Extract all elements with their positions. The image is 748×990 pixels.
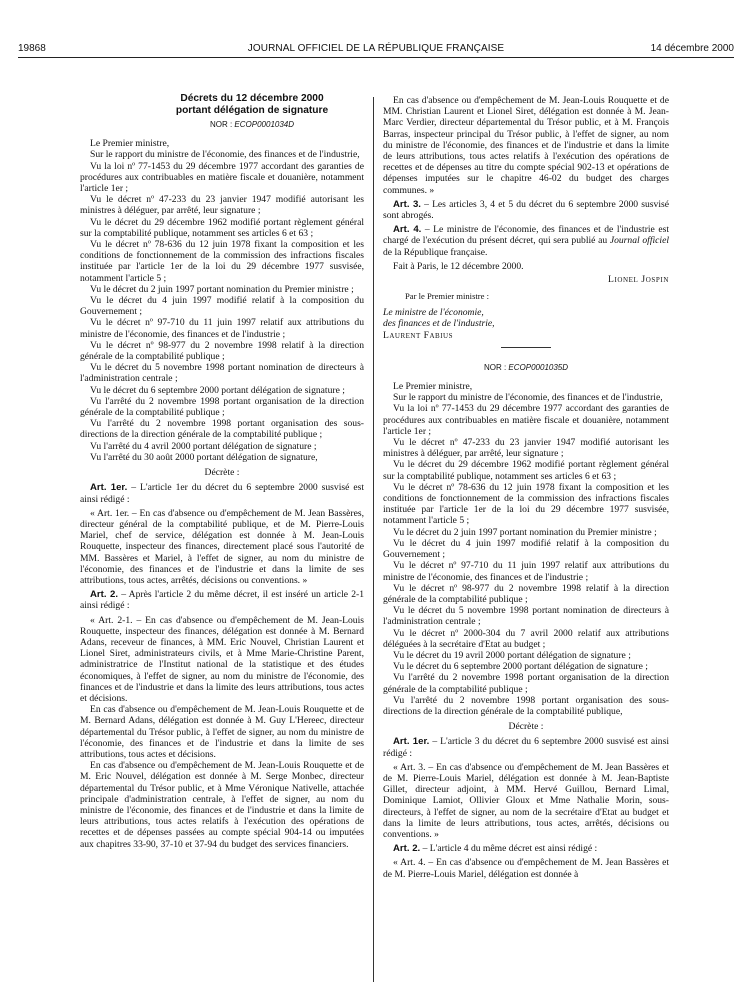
visa-item: Vu le décret nº 97-710 du 11 juin 1997 relatif aux attributions du ministre de l'économie, des finances et de l'industrie ;	[383, 560, 669, 583]
signatory-name: Lionel Jospin	[607, 274, 669, 286]
decree-separator	[501, 347, 551, 348]
visa-item: Vu le décret nº 47-233 du 23 janvier 1947 modifié autorisant les ministres à déléguer, par arrêté, leur signature ;	[80, 194, 364, 217]
visa-item: Vu le décret du 5 novembre 1998 portant nomination de directeurs à l'administration centrale ;	[383, 605, 669, 628]
done-at: Fait à Paris, le 12 décembre 2000.	[393, 260, 524, 272]
article-2-paragraph: En cas d'absence ou d'empêchement de M. Jean-Louis Rouquette et de M. Bernard Adans, délégation est donnée à M. Guy L'Hereec, directeur départemental du Trésor public, à l'effet de signer, au nom du ministre de l'économie, des finances et de l'industrie et dans la limite de ses attributions, tous actes et décisions.	[80, 704, 364, 760]
article-1-quote: « Art. 1er. – En cas d'absence ou d'empêchement de M. Jean Bassères, directeur général de la comptabilité publique, et de M. Pierre-Louis Mariel, chef de service, délégation est donnée à M. Jean-Louis Rouquette, inspecteur des finances, directement placé sous l'autorité de MM. Bassères et Mariel, à l'effet de signer, au nom du ministre de l'économie, des finances et de l'industrie et dans la limite de ses attributions, tous actes, arrêtés, décisions ou conventions. »	[80, 507, 364, 586]
visa-item: Vu l'arrêté du 4 avril 2000 portant délégation de signature ;	[90, 440, 317, 452]
visa-item: Vu le décret nº 97-710 du 11 juin 1997 relatif aux attributions du ministre de l'économie, des finances et de l'industrie ;	[80, 317, 364, 340]
visa-list-2	[383, 381, 669, 717]
article-3: Art. 3. – Les articles 3, 4 et 5 du décret du 6 septembre 2000 susvisé sont abrogés.	[383, 198, 669, 222]
article-1-b: Art. 1er. – L'article 3 du décret du 6 septembre 2000 susvisé est ainsi rédigé :	[383, 736, 670, 759]
decrete-heading: Décrète :	[204, 467, 240, 479]
article-4: Art. 4. – Le ministre de l'économie, des finances et de l'industrie est chargé de l'exécution du présent décret, qui sera publié au Journal officiel de la République française.	[383, 224, 669, 258]
visa-item: Vu le décret du 29 décembre 1962 modifié portant règlement général sur la comptabilité publique, notamment ses articles 6 et 63 ;	[80, 216, 364, 239]
issue-date: 14 décembre 2000	[650, 43, 734, 54]
visa-item: Vu le décret du 2 juin 1997 portant nomination du Premier ministre ;	[90, 283, 354, 295]
visa-item: Vu le décret du 2 juin 1997 portant nomination du Premier ministre ;	[393, 526, 657, 538]
article-2-quote: « Art. 2-1. – En cas d'absence ou d'empêchement de M. Jean-Louis Rouquette, inspecteur des finances, délégation est donnée à M. Bernard Adans, receveur de finances, à MM. Eric Nouvel, Christian Laurent et Lionel Siret, administrateurs civils, et à Mme Marie-Christine Parent, administratrice de l'Institut national de la statistique et des études économiques, à l'effet de signer, au nom du ministre de l'économie, des finances et de l'industrie et dans la limite des leurs attributions, tous actes et décisions.	[80, 614, 364, 704]
visa-item: Vu le décret nº 78-636 du 12 juin 1978 fixant la composition et les conditions de fonctionnement de la commission des infractions fiscales instituée par l'article 1er de la loi du 29 décembre 1977 susvisée, notamment l'article 5 ;	[80, 239, 364, 284]
visa-item: Sur le rapport du ministre de l'économie, des finances et de l'industrie,	[90, 149, 360, 161]
article-1: Art. 1er. – L'article 1er du décret du 6 septembre 2000 susvisé est ainsi rédigé :	[80, 482, 365, 505]
article-2: Art. 2. – Après l'article 2 du même décret, il est inséré un article 2-1 ainsi rédigé :	[80, 589, 364, 612]
article-2-b-quote: « Art. 4. – En cas d'absence ou d'empêchement de M. Jean Bassères et de M. Pierre-Louis Mariel, délégation est donnée à	[383, 857, 669, 880]
visa-item: Vu l'arrêté du 2 novembre 1998 portant organisation de la direction générale de la comptabilité publique ;	[383, 672, 669, 695]
journal-title: JOURNAL OFFICIEL DE LA RÉPUBLIQUE FRANÇAISE	[247, 43, 505, 54]
visa-item: Le Premier ministre,	[393, 381, 473, 393]
visa-item: Vu le décret du 6 septembre 2000 portant délégation de signature ;	[393, 661, 648, 673]
visa-item: Vu le décret nº 2000-304 du 7 avril 2000 relatif aux attributions déléguées à la secrétaire d'Etat au budget ;	[383, 627, 669, 650]
visa-list	[80, 138, 364, 463]
minister-name: Laurent Fabius	[383, 329, 453, 341]
visa-item: Vu l'arrêté du 2 novembre 1998 portant organisation des sous-directions de la direction générale de la comptabilité publique,	[383, 694, 669, 717]
visa-item: Vu l'arrêté du 2 novembre 1998 portant organisation des sous-directions de la direction générale de la comptabilité publique ;	[80, 418, 364, 441]
visa-item: Le Premier ministre,	[90, 138, 170, 150]
decree-title: Décrets du 12 décembre 2000 portant délégation de signature	[175, 93, 329, 116]
visa-item: Vu le décret nº 98-977 du 2 novembre 1998 relatif à la direction générale de la comptabilité publique ;	[80, 339, 364, 363]
visa-item: Vu le décret du 29 décembre 1962 modifié portant règlement général sur la comptabilité publique, notamment ses articles 6 et 63 ;	[383, 459, 669, 482]
visa-item: Vu le décret du 5 novembre 1998 portant nomination de directeurs à l'administration centrale ;	[80, 362, 364, 385]
visa-item: Vu la loi nº 77-1453 du 29 décembre 1977 accordant des garanties de procédures aux contribuables en matière fiscale et douanière, notamment l'article 1er ;	[80, 160, 364, 195]
column-divider	[373, 97, 374, 982]
right-column	[383, 95, 669, 880]
visa-item: Sur le rapport du ministre de l'économie, des finances et de l'industrie,	[393, 392, 663, 404]
visa-item: Vu le décret du 19 avril 2000 portant délégation de signature ;	[393, 649, 631, 661]
visa-item: Vu l'arrêté du 2 novembre 1998 portant organisation de la direction générale de la comptabilité publique ;	[80, 395, 364, 419]
visa-item: Vu le décret du 4 juin 1997 modifié relatif à la composition du Gouvernement ;	[383, 537, 669, 561]
article-2-continuation: En cas d'absence ou d'empêchement de M. Jean-Louis Rouquette et de MM. Christian Laurent et Lionel Siret, délégation est donnée à M. Jean-Marc Verdier, directeur départemental du Trésor public, et à M. François Barras, inspecteur principal du Trésor public, à l'effet de signer, au nom du ministre de l'économie, des finances et de l'industrie et dans la limite de leurs attributions, tous actes relatifs à l'exécution des opérations de recettes et de dépenses au titre du compte spécial 902-13 et opérations de dépenses imputées sur le chapitre 46-02 du budget des charges communes. »	[383, 95, 669, 196]
nor-reference: NOR : ECOP0001034D	[209, 120, 295, 129]
nor-reference-2: NOR : ECOP0001035D	[483, 362, 569, 372]
visa-item: Vu la loi nº 77-1453 du 29 décembre 1977 accordant des garanties de procédures aux contribuables en matière fiscale et douanière, notamment l'article 1er ;	[383, 403, 669, 437]
article-2-b: Art. 2. – L'article 4 du même décret est ainsi rédigé :	[393, 843, 598, 855]
visa-item: Vu l'arrêté du 30 août 2000 portant délégation de signature,	[90, 451, 318, 463]
decrete-heading-2: Décrète :	[508, 721, 544, 733]
visa-item: Vu le décret du 6 septembre 2000 portant délégation de signature ;	[90, 384, 345, 396]
visa-item: Vu le décret nº 78-636 du 12 juin 1978 fixant la composition et les conditions de fonctionnement de la commission des infractions fiscales instituée par l'article 1er de la loi du 29 décembre 1977 susvisée, notamment l'article 5 ;	[383, 481, 669, 527]
countersign-label: Par le Premier ministre :	[405, 291, 490, 302]
page-number: 19868	[18, 43, 46, 54]
minister-title: Le ministre de l'économie, des finances et de l'industrie,	[383, 307, 495, 330]
article-2-paragraph: En cas d'absence ou d'empêchement de M. Jean-Louis Rouquette et de M. Eric Nouvel, délégation est donnée à M. Serge Monbec, directeur départemental du Trésor public, et à Mme Véronique Nativelle, attachée principale d'administration centrale, à l'effet de signer, au nom du ministre de l'économie, des finances et de l'industrie et dans la limite de leurs attributions, tous actes relatifs à l'exécution des opérations de recettes et de dépenses passées au compte spécial 904-14 ou imputées aux chapitres 33-90, 37-10 et 37-94 du budget des services financiers.	[80, 760, 364, 850]
header-rule	[18, 57, 734, 58]
visa-item: Vu le décret nº 98-977 du 2 novembre 1998 relatif à la direction générale de la comptabilité publique ;	[383, 582, 669, 605]
article-1-b-quote: « Art. 3. – En cas d'absence ou d'empêchement de M. Jean Bassères et de M. Pierre-Louis Mariel, délégation est donnée à M. Jean-Baptiste Gillet, directeur adjoint, à MM. Hervé Guillou, Bernard Limal, Dominique Lamiot, Ollivier Gloux et Mme Nathalie Morin, sous-directeurs, à l'effet de signer, au nom de la secrétaire d'Etat au budget et dans la limite de leurs attributions, tous actes, arrêtés, décisions ou conventions. »	[383, 761, 669, 840]
visa-item: Vu le décret du 4 juin 1997 modifié relatif à la composition du Gouvernement ;	[80, 295, 364, 318]
left-column	[80, 93, 364, 850]
visa-item: Vu le décret nº 47-233 du 23 janvier 1947 modifié autorisant les ministres à déléguer, par arrêté, leur signature ;	[383, 437, 669, 460]
